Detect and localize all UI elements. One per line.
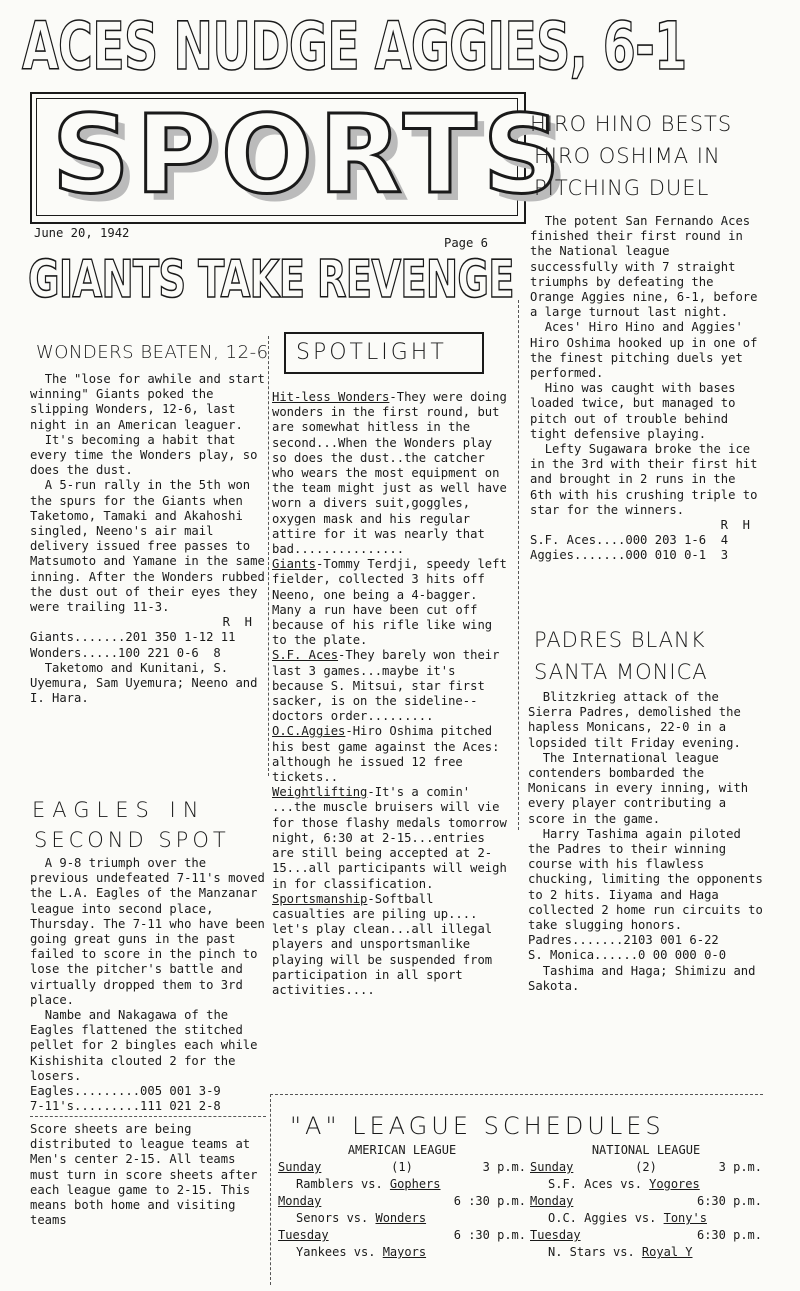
hino-title-1: HIRO HINO BESTS [530,112,733,136]
eagles-box-eagles: Eagles.........005 001 3-9 [30,1084,221,1099]
eagles-article [30,856,266,1114]
schedule-matchup: N. Stars vs. [548,1245,642,1259]
schedule-row [278,1244,526,1261]
masthead-sports: SPORTS [52,93,567,218]
schedule-matchup: Yankees vs. [296,1245,383,1259]
schedule-matchup: Senors vs. [296,1211,376,1225]
schedule-number: (1) [391,1160,413,1174]
schedule-home-team: Tony's [663,1211,707,1225]
spotlight-item [272,724,512,785]
american-league-head: AMERICAN LEAGUE [347,1143,457,1157]
hino-box-aggies: Aggies.......000 010 0-1 3 [530,548,729,563]
hino-article [530,214,762,564]
schedule-time: 6 :30 p.m. [453,1194,526,1208]
national-league-schedule [530,1142,762,1261]
page-number: Page 6 [444,236,489,250]
spotlight-item-text: -Hiro Oshima pitched his best game against the Aces: although he issued 12 free tickets.. [272,724,507,785]
padres-box-padres: Padres.......2103 001 6-22 [528,933,719,948]
spotlight-item-text: -Tommy Terdji, speedy left fielder, collected 3 hits off Neeno, one being a 4-bagger. Many a run have been cut off because of his rifle like wing to the plate. [272,557,515,648]
schedule-row [530,1244,762,1261]
wonders-box-header: R H [222,615,252,630]
hino-box-header: R H [720,518,750,533]
schedule-time: 6:30 p.m. [696,1194,762,1208]
padres-article [528,690,764,994]
wonders-article [30,372,266,706]
schedule-day: Tuesday [278,1228,329,1242]
padres-title-2: SANTA MONICA [534,660,708,684]
spotlight-item [272,892,512,998]
schedule-row [530,1193,762,1210]
score-note-text: Score sheets are being distributed to league teams at Men's center 2-15. All teams must turn in score sheets after each league game to 2-15. This means both home and visiting teams [30,1122,265,1228]
eagles-title-2: SECOND SPOT [34,828,230,852]
padres-box-monica: S. Monica......0 00 000 0-0 [528,948,727,963]
schedule-row [278,1227,526,1244]
spotlight-item-head: Giants [272,557,317,572]
banner-headline: ACES NUDGE AGGIES, 6-1 [22,8,687,85]
wonders-box-wonders: Wonders.....100 221 0-6 8 [30,645,221,660]
schedule-home-team: Royal Y [641,1245,693,1259]
issue-date: June 20, 1942 [34,226,130,240]
spotlight-title: SPOTLIGHT [296,340,447,365]
schedule-row [278,1193,526,1210]
spotlight-item [272,390,515,557]
schedule-home-team: Wonders [375,1211,427,1225]
giants-headline: GIANTS TAKE REVENGE [28,250,514,310]
wonders-box-giants: Giants.......201 350 1-12 11 [30,630,236,645]
spotlight-item [272,785,515,891]
schedule-time: 6 :30 p.m. [453,1228,526,1242]
spotlight-item-text: -They were doing wonders in the first round, but are somewhat hitless in the second...When the Wonders play so does the dust..the catcher who wears the most equipment on the team might just as well have worn a divers suit,goggles, oxygen mask and his regular attire for it was nearly that bad............... [272,390,515,557]
american-league-schedule [278,1142,526,1261]
hino-box-aces: S.F. Aces....000 203 1-6 4 [530,533,729,548]
schedule-matchup: O.C. Aggies vs. [548,1211,664,1225]
padres-body: Blitzkrieg attack of the Sierra Padres, demolished the hapless Monicans, 22-0 in a lopsided tilt Friday evening. The International league contenders bombarded the Monicans in every inning, with every player contributing a score in the game. Harry Tashima again piloted the Padres to their winning course with his flawless chucking, limiting the opponents to 2 hits. Iiyama and Haga collected 2 home run circuits to take slugging honors. [528,690,763,933]
schedule-matchup: S.F. Aces vs. [548,1177,650,1191]
column-divider-right [518,300,519,830]
schedule-time: 6:30 p.m. [696,1228,762,1242]
padres-battery: Tashima and Haga; Shimizu and Sakota. [528,963,763,993]
schedule-day: Sunday [278,1160,322,1174]
schedule-title: "A" LEAGUE SCHEDULES [290,1112,665,1140]
wonders-body: The "lose for awhile and start winning" Giants poked the slipping Wonders, 12-6, last night in an American leaguer. It's becoming a habit that every time the Wonders play, so does the dust. A 5-run rally in the 5th won the spurs for the Giants when Taketomo, Tamaki and Akahoshi singled, Neeno's air mail delivery issued free passes to Matsumoto and Yamane in the same inning. After the Wonders rubbed the dust out of their eyes they were trailing 11-3. [30,372,265,615]
spotlight-item-head: Weightlifting [272,785,368,800]
spotlight-item [272,557,515,648]
national-league-head: NATIONAL LEAGUE [591,1143,701,1157]
schedule-home-team: Mayors [382,1245,427,1259]
eagles-box-711: 7-11's.........111 021 2-8 [30,1099,221,1114]
schedule-number: (2) [635,1160,657,1174]
schedule-home-team: Yogores [649,1177,700,1191]
schedule-home-team: Gophers [389,1177,441,1191]
spotlight-item-text: -They barely won their last 3 games...maybe it's because S. Mitsui, star first sacker, is on the sideline--doctors order......... [272,648,507,724]
column-divider-left [268,336,269,776]
hino-title-2: HIRO OSHIMA IN [534,144,721,168]
schedule-row [530,1210,762,1227]
spotlight-item-head: Hit-less Wonders [272,390,390,404]
spotlight-item-head: Sportsmanship [272,891,368,906]
schedule-matchup: Ramblers vs. [296,1177,390,1191]
spotlight-item [272,648,512,724]
schedule-day: Tuesday [530,1228,581,1242]
schedule-row [278,1176,526,1193]
spotlight-item-head: O.C.Aggies [272,724,346,739]
spotlight-column [272,390,515,998]
schedule-day: Monday [530,1194,574,1208]
schedule-time: 3 p.m. [718,1160,762,1174]
spotlight-item-text: -It's a comin' ...the muscle bruisers will vie for those flashy medals tomorrow night, 6:30 at 2-15...entries are still being accepted at 2-15...all participants will weigh in for classification. [272,785,515,891]
schedule-row [278,1210,526,1227]
schedule-time: 3 p.m. [482,1160,526,1174]
padres-title-1: PADRES BLANK [534,628,706,652]
wonders-title: WONDERS BEATEN, 12-6 [36,342,269,363]
schedule-row [530,1159,762,1176]
eagles-title-1: EAGLES IN [32,798,206,822]
schedule-row [278,1159,526,1176]
score-note [30,1122,266,1228]
score-note-rule [30,1116,266,1117]
schedule-row [530,1227,762,1244]
hino-title-3: PITCHING DUEL [534,176,710,200]
wonders-battery: Taketomo and Kunitani, S. Uyemura, Sam Uyemura; Neeno and I. Hara. [30,660,265,706]
schedule-day: Sunday [530,1160,574,1174]
eagles-body: A 9-8 triumph over the previous undefeated 7-11's moved the L.A. Eagles of the Manzanar league into second place, Thursday. The 7-11 who have been going great guns in the past failed to score in the pinch to lose the pitcher's battle and virtually dropped them to 3rd place. Nambe and Nakagawa of the Eagles flattened the stitched pellet for 2 bingles each while Kishishita clouted 2 for the losers. [30,856,265,1083]
schedule-row [530,1176,762,1193]
schedule-day: Monday [278,1194,322,1208]
spotlight-item-head: S.F. Aces [272,648,339,663]
spotlight-item-text: -Softball casualties are piling up.... let's play clean...all illegal players and unsportsmanlike playing will be suspended from participation in all sport activities.... [272,891,500,997]
hino-body: The potent San Fernando Aces finished their first round in the National league successfully with 7 straight triumphs by defeating the Orange Aggies nine, 6-1, before a large turnout last night. Aces' Hiro Hino and Aggies' Hiro Oshima hooked up in one of the finest pitching duels yet performed. Hino was caught with bases loaded twice, but managed to pitch out of trouble behind tight defensive playing. Lefty Sugawara broke the ice in the 3rd with their first hit and brought in 2 runs in the 6th with his crushing triple to star for the winners. [530,214,758,517]
